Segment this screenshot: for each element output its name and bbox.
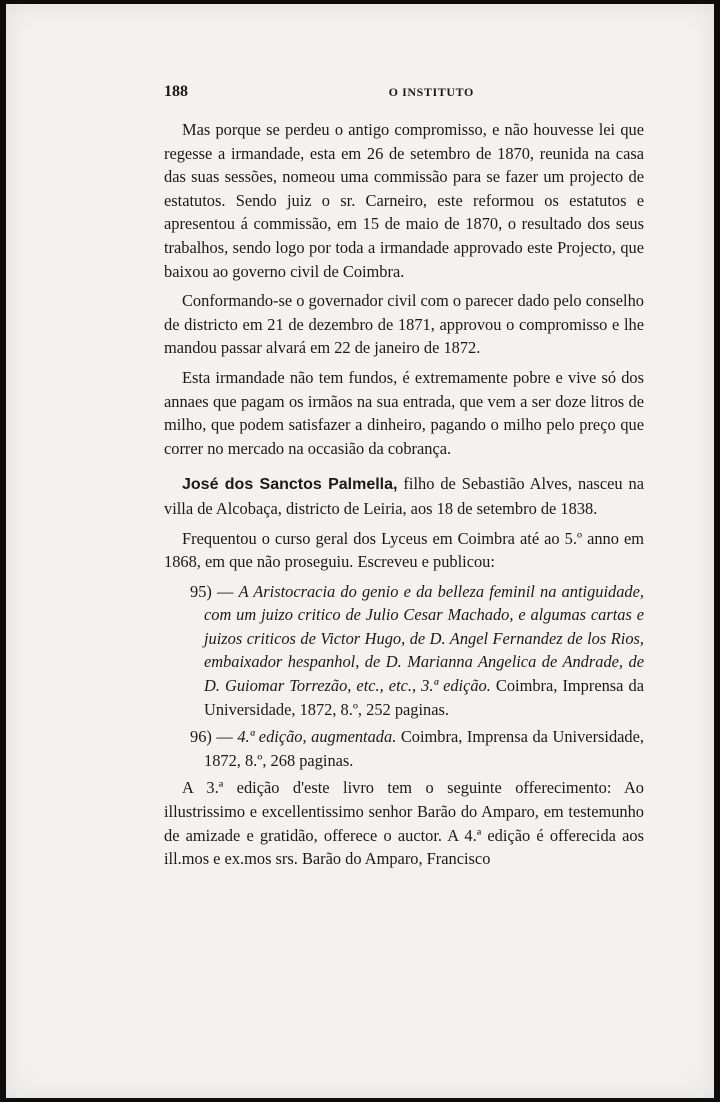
entry-title: A Aristocracia do genio e da belleza feminil na antiguidade, com um juizo critico de Julio Cesar Machado, e algumas cartas e juizos criticos de Victor Hugo, de D. Angel Fernandez de los Rios, embaixador hespanhol, de D. Marianna Angelica de Andrade, de D. Guiomar Torrezão, etc., etc., 3.ª edição. — [204, 581, 644, 696]
author-name: José dos Sanctos Palmella, — [182, 476, 398, 494]
entry-details: Coimbra, Imprensa da Universidade, 1872, 8.º, 268 paginas. — [204, 727, 644, 770]
book-page — [6, 4, 714, 1098]
biography-text: filho de Sebastião Alves, nasceu na villa de Alcobaça, districto de Leiria, aos 18 de setembro de 1838. — [164, 474, 644, 518]
page-content — [164, 82, 644, 877]
paragraph-governador: Conformando-se o governador civil com o parecer dado pelo conselho de districto em 21 de dezembro de 1871, approvou o compromisso e lhe mandou passar alvará em 22 de janeiro de 1872. — [164, 291, 644, 358]
entry-title: 4.ª edição, augmentada. — [237, 727, 397, 747]
page-header — [164, 82, 644, 114]
bibliography-entry — [164, 580, 644, 722]
paragraph-compromisso: Mas porque se perdeu o antigo compromisso, e não houvesse lei que regesse a irmandade, esta em 26 de setembro de 1870, reunida na casa das suas sessões, nomeou uma commissão para se fazer um projecto de estatutos. Sendo juiz o sr. Carneiro, este reformou os estatutos e apresentou á commissão, em 15 de maio de 1870, o resultado dos seus trabalhos, sendo logo por toda a irmandade approvado este Projecto, que baixou ao governo civil de Coimbra. — [164, 120, 644, 281]
bibliography-entry — [164, 725, 644, 772]
entry-number: 95) — — [190, 581, 239, 601]
page-number: 188 — [164, 83, 188, 100]
entry-number: 96) — — [190, 727, 238, 747]
paragraph-education: Frequentou o curso geral dos Lyceus em Coimbra até ao 5.º anno em 1868, em que não proseguiu. Escreveu e publicou: — [164, 528, 644, 572]
entry-details: Coimbra, Imprensa da Universidade, 1872, 8.º, 252 paginas. — [204, 676, 644, 719]
running-title: O INSTITUTO — [388, 85, 474, 99]
paragraph-biography — [164, 472, 644, 520]
paragraph-fundos: Esta irmandade não tem fundos, é extremamente pobre e vive só dos annaes que pagam os irmãos na sua entrada, que vem a ser doze litros de milho, que podem satisfazer a dinheiro, pagando o milho pelo preço que correr no mercado na occasião da cobrança. — [164, 367, 644, 458]
paragraph-dedication: A 3.ª edição d'este livro tem o seguinte offerecimento: Ao illustrissimo e excellentissimo senhor Barão do Amparo, em testemunho de amizade e gratidão, offerece o auctor. A 4.ª edição é offerecida aos ill.mos e ex.mos srs. Barão do Amparo, Francisco — [164, 778, 644, 869]
